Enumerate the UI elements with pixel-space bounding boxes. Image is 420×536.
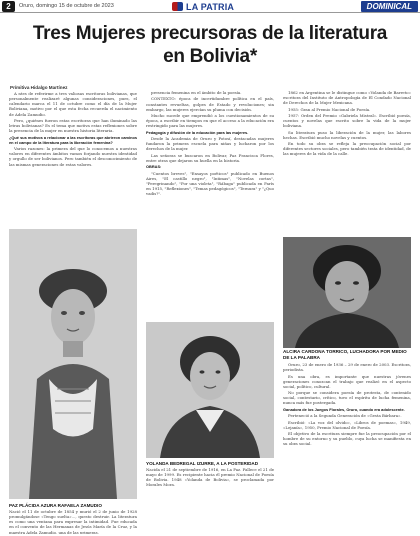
paragraph: 1955: Gran al Premio Nacional de Poesía. xyxy=(288,106,371,112)
article-column-3 xyxy=(283,90,411,236)
photo-caption-title: PAZ PLÁCIDA AZURA RAFAELA ZAMUDIO xyxy=(9,503,102,508)
logo-flag-icon xyxy=(172,2,183,11)
paragraph: Perteneció a la Segunda Generación de «Gesta Bárbara». xyxy=(288,413,402,419)
paragraph: 1862 en Argentina se le distingue como «Volanda de Barreto» escritora del Instituto de Antropología de El Condado Nacional de Derechos de la Mujer Mexicana. xyxy=(283,90,411,106)
paragraph: "Cuentos breves", "Ensayos poéticos" publicado en Buenos Aires, "El castillo negro", "Intimas", "Novelas cortas", "Peregrinando", "Por una violeta", "Rábaga" publicada en París en 1915, "Reflexiones", "Temas pedagógicos", "Ternura" y "¿Quo vadis?". xyxy=(146,170,274,197)
subheading: OBRAS: xyxy=(146,164,162,170)
section-name: DOMINICAL xyxy=(361,1,418,12)
subheading: Pedagogía y difusión de la educación para las mujeres. xyxy=(146,129,249,135)
page-header xyxy=(0,0,420,13)
paragraph: presencia femenina en el ámbito de la poesía. xyxy=(151,90,242,95)
paragraph: Escribió: «La voz del olvido», «Libros de poemas», 1949, «Lejanía», 1950, Premio Nacional de Poesía. xyxy=(283,419,411,430)
newspaper-logo xyxy=(172,1,234,12)
article-title: Tres Mujeres precursoras de la literatura en Bolivia* xyxy=(32,23,388,67)
paragraph: En todo su obra se refleja la preocupación social por diferentes sectores sociales, pero también trata de identidad, de las mujeres de la vida de la calle. xyxy=(283,141,411,157)
paragraph: El objetivo de la escritura siempre fue la preocupación por el hombre de su entorno y su pueblo, cuya lucha se manifiesta en su obra social. xyxy=(283,431,411,447)
subheading: Ganadora de los Juegos Florales, Oruro, cuando era adolescente. xyxy=(283,406,405,412)
paragraph: Su literatura puso la liberación de la mujer, las labores hechas. Escribió mucho novelas y cuentos. xyxy=(283,129,411,140)
portrait-photo-bedregal xyxy=(146,322,274,458)
paragraph: A ntes de referirme a tres valiosas escritoras bolivianas, que personalmente realizaré algunas consideraciones, pues, el calendario marca el 11 de octubre como el día de la Mujer Boliviana, motivo por el que esta fecha recuerda el nacimiento de Adela Zamudio. xyxy=(9,91,137,117)
paragraph: Las señoras se buscaron en Bolivar, Paz Francisca Flores, entre otras que dejaron su huella en la historia. xyxy=(146,152,274,163)
photo-caption-text: Nacida el 21 de septiembre de 1916, en La Paz. Fallece el 21 de mayo de 1999. Es recipiente hacia él premio Nacional de Poesía de Bolivia. 1948 «Yolanda de Bolivia», se proclamada por Morales Mora. xyxy=(146,467,274,488)
photo-caption-text: Nació el 11 de octubre de 1854 y murió el 2 de junio de 1928 promulgándose «Tengo suelta»..., questo destruir. La literatura es como una ventana para expresar la intimidad. Fue educada en el convento de las Hermanas de Jesús María de la Cruz, y la maestra Adela Zamudio, una de las primeras. xyxy=(9,509,137,534)
paragraph: CONTEXTO: época de incertidumbre política en el país, constantes revueltas, golpes de Estado y revoluciones; sin embargo, las mujeres ejercían su pluma con decisión. xyxy=(146,96,274,112)
portrait-photo-cardona xyxy=(283,237,411,348)
photo-caption-title: ALCIRA CARDONA TORRICO, LUCHADORA POR MEDIO DE LA PALABRA xyxy=(283,349,407,360)
article-column-1 xyxy=(9,91,137,229)
photo-caption-title: YOLANDA BEDREGAL IZURRE, A LA POSTERIDAD xyxy=(146,461,259,466)
paragraph: Desde la Academia de Oruro y Potosí, destacadas mujeres fundaron la primera escuela para niñas y lucharon por los derechos de la mujer. xyxy=(146,136,274,152)
paragraph: Oruro, 23 de enero de 1936 – 29 de enero de 2003. Escritora, periodista. xyxy=(283,362,411,373)
subheading: ¿Qué sus motivos a relacionar a las escritoras que abrieron caminos en el campo de la literatura para la liberación femenina? xyxy=(9,134,137,145)
issue-date: Oruro, domingo 15 de octubre de 2023 xyxy=(19,3,114,9)
article-column-3b xyxy=(283,362,411,530)
logo-text: LA PATRIA xyxy=(186,1,235,12)
page-number: 2 xyxy=(2,1,15,12)
paragraph: Varios razones: la primera del que lo conocemos a nuestras valores en diferentes ámbitos vamos forjando nuestra identidad y orgullo de ser bolivianos. Pero también el desconocimiento de las mismas generaciones de estas valores. xyxy=(9,146,137,167)
article-column-2 xyxy=(146,90,274,322)
paragraph: Es una obra, es importante que nuestras jóvenes generaciones conozcan el trabajo que realizó en el aspecto social, político, cultural. xyxy=(283,373,411,389)
paragraph: 1957: Orden del Premio «Gabriela Mistral». Escribió poesía, cuentos y novelas que escrito sobre la vida de la mujer boliviana. xyxy=(283,113,411,129)
paragraph: Mucho sucede que emprendió a los cuestionamientos de su época, a escribir en tiempos en que el acceso a la educación era restringido para las mujeres. xyxy=(146,113,274,129)
article-byline: Prímitiva Hidalgo Martínez xyxy=(10,85,68,90)
portrait-photo-zamudio xyxy=(9,229,137,499)
paragraph: No porque se considera poesía de protesta, de contenido social, contestario, crítico, tuvo el espíritu de lucha femenina, nunca más fue postergada. xyxy=(283,390,411,406)
paragraph: Pero, ¿quiénes fueron estas escritoras que han iluminado las letras bolivianas? Es el tema que motiva estas reflexiones sobre la presencia de la mujer en nuestra historia literaria. xyxy=(9,117,137,134)
